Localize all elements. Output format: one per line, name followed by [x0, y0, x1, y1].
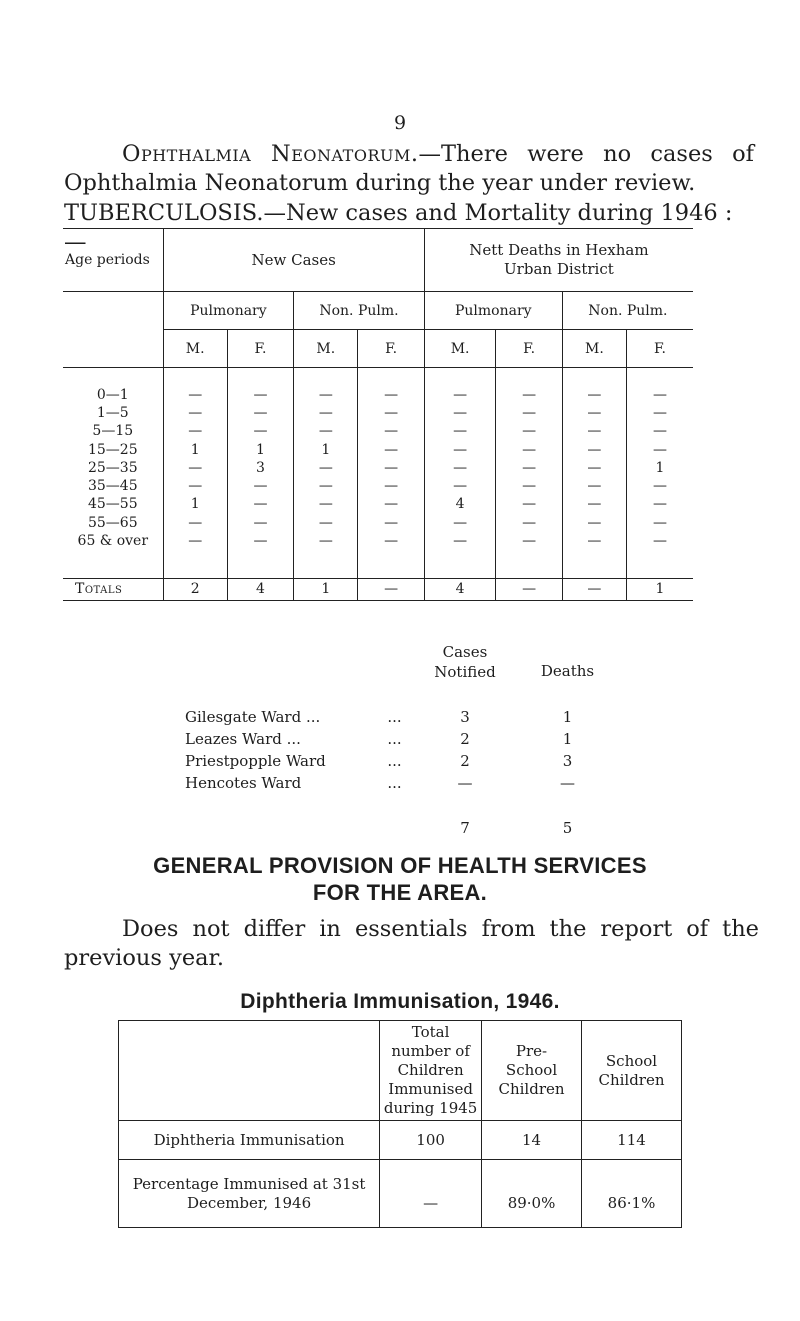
- ward-name: Hencotes Ward: [185, 774, 302, 792]
- percentage-school: 86·1%: [582, 1160, 682, 1228]
- immunisation-school: 114: [582, 1121, 682, 1160]
- tb-cell: —: [424, 440, 496, 458]
- ward-name: Leazes Ward ...: [185, 730, 301, 748]
- tb-cell: —: [227, 477, 293, 495]
- ward-cases: 2: [460, 752, 470, 770]
- ward-dots: ...: [387, 752, 402, 770]
- preschool-header: Pre- School Children: [482, 1021, 582, 1121]
- tuberculosis-heading: TUBERCULOSIS.: [64, 200, 264, 226]
- page-number: 9: [393, 112, 407, 134]
- deaths-header: Deaths: [540, 662, 595, 680]
- tb-cell: 4: [424, 495, 496, 513]
- tb-cell: —: [424, 532, 496, 550]
- sex-header: F.: [627, 330, 693, 368]
- tb-cell: —: [358, 514, 424, 532]
- ward-table: [180, 627, 620, 848]
- tb-cell: —: [294, 459, 358, 477]
- age-period: 45—55: [63, 495, 163, 513]
- table-row: [63, 532, 693, 550]
- sex-header: F.: [496, 330, 562, 368]
- ward-row: [180, 728, 620, 750]
- ward-cases: —: [457, 774, 473, 792]
- sex-header: M.: [163, 330, 227, 368]
- tb-cell: —: [163, 477, 227, 495]
- tb-total-cell: 4: [227, 578, 293, 600]
- sex-header: M.: [424, 330, 496, 368]
- table-row: [63, 495, 693, 513]
- age-period: 55—65: [63, 514, 163, 532]
- tb-cell: —: [163, 386, 227, 404]
- tb-cell: —: [358, 477, 424, 495]
- tb-cell: —: [294, 532, 358, 550]
- tb-cell: —: [163, 514, 227, 532]
- tb-cell: —: [294, 404, 358, 422]
- tb-cell: —: [358, 532, 424, 550]
- tb-total-cell: 2: [163, 578, 227, 600]
- tb-total-cell: 1: [627, 578, 693, 600]
- immunisation-preschool: 14: [482, 1121, 582, 1160]
- tb-cell: —: [227, 532, 293, 550]
- tb-total-cell: 1: [294, 578, 358, 600]
- table-row: [63, 404, 693, 422]
- tb-cell: —: [163, 422, 227, 440]
- ward-dots: ...: [387, 730, 402, 748]
- age-period: 1—5: [63, 404, 163, 422]
- tb-cell: 1: [227, 440, 293, 458]
- tb-cell: —: [294, 386, 358, 404]
- tb-cell: —: [163, 532, 227, 550]
- tb-cell: —: [562, 459, 626, 477]
- tb-cell: —: [163, 459, 227, 477]
- ophthalmia-text: —There were no cases of Ophthalmia Neonatorum during the year under review.: [64, 141, 754, 196]
- school-header: School Children: [582, 1021, 682, 1121]
- table-row: [63, 477, 693, 495]
- table-row: [63, 514, 693, 532]
- tb-total-cell: —: [358, 578, 424, 600]
- ward-deaths: 1: [562, 730, 573, 748]
- ophthalmia-paragraph: [64, 140, 754, 198]
- tb-cell: —: [227, 495, 293, 513]
- total-deaths: 5: [562, 819, 573, 837]
- death-pulmonary-header: Pulmonary: [424, 292, 562, 330]
- tb-cell: —: [496, 459, 562, 477]
- tb-cell: —: [653, 496, 668, 513]
- tb-cell: —: [653, 533, 668, 550]
- tb-cell: —: [163, 404, 227, 422]
- tb-cell: —: [496, 495, 562, 513]
- tb-total-cell: —: [562, 578, 626, 600]
- age-period: 15—25: [63, 440, 163, 458]
- tb-cell: —: [358, 459, 424, 477]
- tb-cell: —: [562, 532, 626, 550]
- percentage-row-label: Percentage Immunised at 31st December, 1946: [119, 1160, 380, 1228]
- tb-cell: —: [227, 386, 293, 404]
- tb-total-cell: 4: [424, 578, 496, 600]
- death-non-pulm-header: Non. Pulm.: [562, 292, 693, 330]
- tb-cell: —: [424, 477, 496, 495]
- tb-cell: —: [227, 514, 293, 532]
- tb-cell: —: [653, 423, 668, 440]
- sex-header: M.: [562, 330, 626, 368]
- age-period: 65 & over: [63, 532, 163, 550]
- tb-cell: 3: [227, 459, 293, 477]
- tb-cell: 1: [294, 440, 358, 458]
- tb-cell: —: [653, 386, 668, 403]
- general-provision-heading-line1: GENERAL PROVISION OF HEALTH SERVICES: [153, 853, 647, 878]
- new-cases-header: New Cases: [163, 229, 424, 292]
- sex-header: M.: [294, 330, 358, 368]
- table-row: [63, 440, 693, 458]
- tb-cell: 1: [163, 495, 227, 513]
- total-cases: 7: [460, 819, 470, 837]
- tb-cell: —: [496, 477, 562, 495]
- age-period: 0—1: [63, 386, 163, 404]
- tb-cell: —: [424, 404, 496, 422]
- ward-deaths: 1: [562, 708, 573, 726]
- tb-cell: —: [496, 404, 562, 422]
- tb-cell: —: [294, 514, 358, 532]
- ward-dots: ...: [387, 774, 402, 792]
- ophthalmia-heading: Ophthalmia Neonatorum.: [122, 141, 419, 167]
- tb-cell: —: [424, 386, 496, 404]
- sex-header: F.: [227, 330, 293, 368]
- tuberculosis-table: [63, 228, 693, 601]
- tb-cell: —: [653, 404, 668, 421]
- tb-cell: —: [294, 422, 358, 440]
- ward-name: Gilesgate Ward ...: [185, 708, 321, 726]
- tb-cell: —: [562, 495, 626, 513]
- table-row: [63, 459, 693, 477]
- cases-notified-header: Cases Notified: [434, 643, 496, 681]
- ward-row: [180, 750, 620, 772]
- tb-cell: —: [294, 495, 358, 513]
- tb-cell: —: [496, 422, 562, 440]
- tb-cell: —: [294, 477, 358, 495]
- age-period: 25—35: [63, 459, 163, 477]
- tb-cell: 1: [163, 440, 227, 458]
- tb-cell: —: [424, 422, 496, 440]
- tb-cell: —: [562, 477, 626, 495]
- general-provision-text: Does not differ in essentials from the report of the previous year.: [64, 916, 759, 971]
- totals-label: Totals: [75, 581, 123, 598]
- tb-cell: —: [358, 495, 424, 513]
- tb-cell: —: [496, 440, 562, 458]
- sex-header: F.: [358, 330, 424, 368]
- tb-cell: —: [653, 514, 668, 531]
- tb-total-cell: —: [496, 578, 562, 600]
- tb-cell: —: [358, 386, 424, 404]
- ward-row: [180, 772, 620, 794]
- new-non-pulm-header: Non. Pulm.: [294, 292, 425, 330]
- ward-deaths: —: [560, 774, 575, 792]
- tb-cell: —: [424, 459, 496, 477]
- tb-cell: —: [562, 422, 626, 440]
- age-periods-header: Age periods: [63, 229, 163, 292]
- immunisation-total: 100: [380, 1121, 482, 1160]
- tb-cell: —: [358, 440, 424, 458]
- tb-cell: —: [358, 422, 424, 440]
- table-row: [63, 386, 693, 404]
- percentage-preschool: 89·0%: [482, 1160, 582, 1228]
- age-period: 35—45: [63, 477, 163, 495]
- tb-cell: —: [358, 404, 424, 422]
- tb-cell: —: [496, 386, 562, 404]
- tb-cell: —: [653, 441, 668, 458]
- tb-cell: —: [562, 440, 626, 458]
- percentage-total: —: [380, 1160, 482, 1228]
- tb-cell: —: [227, 422, 293, 440]
- tb-cell: —: [424, 514, 496, 532]
- diphtheria-table: [118, 1020, 682, 1228]
- tb-cell: —: [496, 514, 562, 532]
- total-immunised-header: Total number of Children Immunised during 1945: [380, 1021, 482, 1121]
- ward-cases: 2: [460, 730, 470, 748]
- ward-row: [180, 706, 620, 728]
- tb-cell: —: [562, 386, 626, 404]
- tb-cell: —: [562, 404, 626, 422]
- ward-dots: ...: [387, 708, 402, 726]
- tuberculosis-text: —New cases and Mortality during 1946 :—: [64, 200, 733, 255]
- tb-cell: —: [562, 514, 626, 532]
- tb-cell: —: [227, 404, 293, 422]
- immunisation-row-label: Diphtheria Immunisation: [119, 1121, 380, 1160]
- ward-name: Priestpopple Ward: [185, 752, 326, 770]
- nett-deaths-header: Nett Deaths in Hexham Urban District: [424, 229, 693, 292]
- age-period: 5—15: [63, 422, 163, 440]
- tb-cell: —: [653, 478, 668, 495]
- new-pulmonary-header: Pulmonary: [163, 292, 294, 330]
- general-provision-heading-line2: FOR THE AREA.: [312, 880, 488, 905]
- tb-cell: —: [496, 532, 562, 550]
- tb-cell: 1: [655, 459, 665, 476]
- table-row: [63, 422, 693, 440]
- diphtheria-heading: Diphtheria Immunisation, 1946.: [240, 990, 560, 1013]
- ward-cases: 3: [460, 708, 470, 726]
- ward-deaths: 3: [562, 752, 573, 770]
